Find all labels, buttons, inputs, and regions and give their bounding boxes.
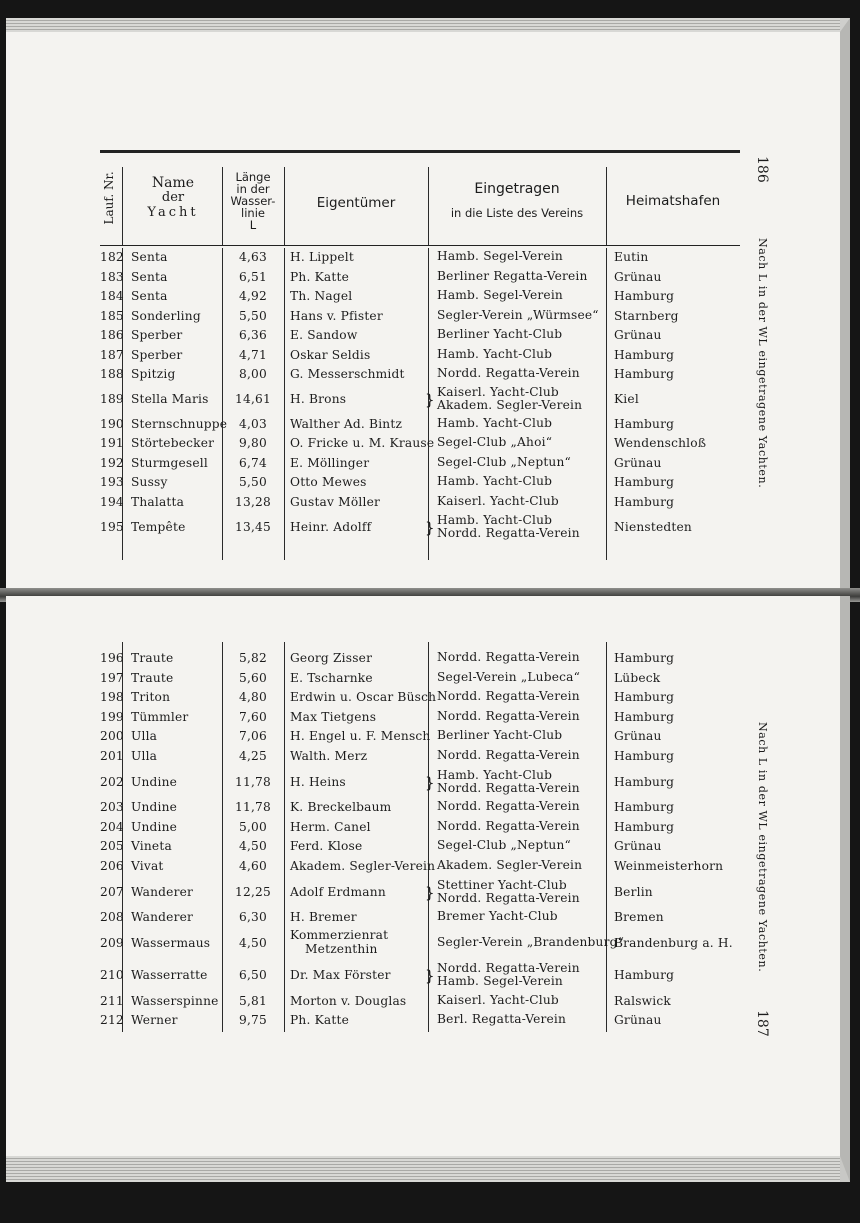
cell-length: 5,60: [239, 670, 267, 685]
cell-registered-club: Kaiserl. Yacht-Club: [437, 385, 559, 399]
cell-registered-club: Kaiserl. Yacht-Club: [437, 992, 559, 1007]
cell-length: 8,00: [239, 367, 267, 382]
cell-registered-club: Segler-Verein „Brandenburg“: [437, 935, 625, 949]
table-row: [100, 649, 740, 669]
cell-home-port: Hamburg: [614, 475, 675, 490]
cell-owner: Herm. Canel: [290, 819, 371, 834]
cell-lauf-nr: 188: [100, 367, 124, 382]
cell-lauf-nr: 208: [100, 910, 124, 925]
cell-lauf-nr: 191: [100, 436, 124, 451]
cell-registered-club: Stettiner Yacht-Club: [437, 877, 567, 892]
cell-registered-club: Nordd. Regatta-Verein: [437, 799, 580, 814]
header-length-l1: Länge: [235, 170, 271, 184]
cell-home-port: Kiel: [614, 392, 639, 406]
cell-yacht-name: Wanderer: [131, 884, 194, 899]
cell-home-port: Starnberg: [614, 308, 679, 323]
brace-mark: }: [425, 883, 435, 902]
table-row: [100, 766, 740, 798]
cell-lauf-nr: 204: [100, 819, 124, 834]
cell-length: 5,81: [239, 993, 267, 1008]
cell-lauf-nr: 190: [100, 416, 124, 431]
cell-registered-club: Nordd. Regatta-Verein: [437, 366, 580, 381]
cell-home-port: Grünau: [614, 839, 662, 854]
table-row: [100, 798, 740, 818]
cell-home-port: Wendenschloß: [614, 436, 707, 451]
cell-home-port: Grünau: [614, 1013, 662, 1028]
cell-lauf-nr: 210: [100, 968, 124, 982]
cell-owner: Erdwin u. Oscar Büsch: [290, 690, 437, 705]
cell-registered-club: Nordd. Regatta-Verein: [437, 689, 580, 704]
cell-length: 11,78: [235, 774, 271, 789]
cell-length: 5,50: [239, 308, 267, 323]
table-row: [100, 876, 740, 908]
cell-yacht-name: Thalatta: [131, 494, 185, 509]
cell-home-port: Hamburg: [614, 748, 675, 763]
cell-registered-club-line2: Nordd. Regatta-Verein: [437, 526, 580, 540]
cell-home-port: Eutin: [614, 250, 649, 265]
table-row: [100, 415, 740, 435]
cell-yacht-name: Vivat: [131, 858, 164, 873]
table-row: [100, 287, 740, 307]
cell-home-port: Hamburg: [614, 416, 675, 431]
cell-lauf-nr: 203: [100, 800, 124, 815]
cell-yacht-name: Senta: [131, 289, 168, 304]
table-row: [100, 708, 740, 728]
cell-length: 13,28: [235, 494, 271, 509]
cell-lauf-nr: 193: [100, 475, 124, 490]
cell-yacht-name: Wasserratte: [131, 968, 208, 982]
cell-lauf-nr: 198: [100, 690, 124, 705]
header-owner: Eigentümer: [316, 195, 396, 211]
cell-length: 4,92: [239, 289, 267, 304]
brace-mark: }: [425, 391, 435, 409]
cell-owner: Hans v. Pfister: [290, 308, 383, 323]
cell-length: 5,50: [239, 475, 267, 490]
cell-yacht-name: Triton: [131, 690, 171, 705]
cell-registered-club: Nordd. Regatta-Verein: [437, 708, 580, 723]
cell-lauf-nr: 207: [100, 884, 124, 899]
cell-owner: Walther Ad. Bintz: [290, 416, 403, 431]
table-row: [100, 346, 740, 366]
cell-registered-club: Hamb. Segel-Verein: [437, 249, 563, 264]
cell-lauf-nr: 187: [100, 347, 124, 362]
cell-registered-club: Berliner Yacht-Club: [437, 327, 563, 342]
cell-registered-club: Hamb. Yacht-Club: [437, 346, 553, 361]
cell-home-port: Hamburg: [614, 494, 675, 509]
cell-yacht-name: Stella Maris: [131, 392, 209, 406]
table-row: [100, 747, 740, 767]
table-row: [100, 248, 740, 268]
cell-owner: Adolf Erdmann: [290, 884, 386, 899]
cell-owner: Oskar Seldis: [290, 347, 371, 362]
cell-registered-club: Nordd. Regatta-Verein: [437, 818, 580, 833]
cell-owner: Dr. Max Förster: [290, 968, 391, 982]
cell-length: 6,50: [239, 968, 267, 982]
cell-length: 7,60: [239, 709, 267, 724]
cell-lauf-nr: 205: [100, 839, 124, 854]
running-head-bottom: Nach L in der WL eingetragene Yachten.: [756, 722, 769, 973]
cell-length: 6,51: [239, 269, 267, 284]
header-name: [128, 175, 218, 221]
cell-yacht-name: Senta: [131, 250, 168, 265]
cell-owner: E. Tscharnke: [290, 670, 373, 685]
cell-owner: Max Tietgens: [290, 709, 377, 724]
cell-yacht-name: Wanderer: [131, 910, 194, 925]
page-edge-top: [6, 18, 840, 32]
cell-length: 4,63: [239, 250, 267, 265]
cell-yacht-name: Senta: [131, 269, 168, 284]
cell-yacht-name: Undine: [131, 774, 178, 789]
cell-length: 4,60: [239, 858, 267, 873]
cell-owner: H. Heins: [290, 774, 346, 789]
cell-home-port: Hamburg: [614, 651, 675, 666]
cell-owner: Ferd. Klose: [290, 839, 363, 854]
yacht-table-top: [100, 248, 740, 560]
cell-length: 5,00: [239, 819, 267, 834]
cell-home-port: Brandenburg a. H.: [614, 936, 733, 950]
cell-lauf-nr: 189: [100, 392, 124, 406]
cell-registered-club: Hamb. Yacht-Club: [437, 767, 553, 782]
cell-yacht-name: Wasserspinne: [131, 993, 219, 1008]
cell-length: 9,80: [239, 436, 267, 451]
table-row: [100, 992, 740, 1012]
cell-yacht-name: Ulla: [131, 729, 158, 744]
table-row: [100, 434, 740, 454]
cell-home-port: Hamburg: [614, 289, 675, 304]
header-name-line2: der: [161, 190, 185, 206]
cell-owner: Ph. Katte: [290, 269, 349, 284]
cell-lauf-nr: 206: [100, 858, 124, 873]
table-row: [100, 385, 740, 415]
cell-owner: H. Lippelt: [290, 250, 354, 265]
cell-registered-club-line2: Akadem. Segler-Verein: [437, 398, 583, 412]
running-head-top: Nach L in der WL eingetragene Yachten.: [756, 238, 769, 489]
table-row: [100, 365, 740, 385]
cell-registered-club: Segel-Club „Neptun“: [437, 838, 571, 853]
cell-registered-club: Segel-Club „Ahoi“: [437, 435, 553, 450]
cell-length: 13,45: [235, 520, 271, 534]
brace-mark: }: [425, 519, 435, 537]
cell-home-port: Nienstedten: [614, 520, 692, 534]
cell-yacht-name: Spitzig: [131, 367, 176, 382]
cell-home-port: Hamburg: [614, 800, 675, 815]
table-row: [100, 493, 740, 513]
cell-owner: H. Brons: [290, 392, 347, 406]
cell-home-port: Ralswick: [614, 993, 672, 1008]
cell-owner: Gustav Möller: [290, 494, 381, 509]
table-row: [100, 818, 740, 838]
cell-registered-club: Bremer Yacht-Club: [437, 909, 558, 924]
header-length-l3: Wasser-: [230, 194, 276, 209]
cell-registered-club: Hamb. Yacht-Club: [437, 415, 553, 430]
table-row: [100, 268, 740, 288]
cell-yacht-name: Undine: [131, 800, 178, 815]
cell-length: 5,82: [239, 651, 267, 666]
cell-lauf-nr: 182: [100, 250, 124, 265]
cell-registered-club: Berliner Regatta-Verein: [437, 268, 588, 283]
cell-length: 6,30: [239, 910, 267, 925]
cell-lauf-nr: 200: [100, 729, 124, 744]
cell-yacht-name: Sperber: [131, 328, 183, 343]
cell-owner: Heinr. Adolff: [290, 520, 372, 534]
cell-owner: G. Messerschmidt: [290, 367, 405, 382]
cell-length: 12,25: [235, 884, 271, 899]
cell-length: 9,75: [239, 1013, 267, 1028]
table-row: [100, 857, 740, 877]
table-row: [100, 1011, 740, 1031]
cell-lauf-nr: 184: [100, 289, 124, 304]
table-row: [100, 727, 740, 747]
cell-yacht-name: Tempête: [131, 520, 186, 534]
header-registered-l1: Eingetragen: [474, 181, 560, 197]
page-number-top: 186: [754, 156, 770, 183]
header-length: [222, 171, 284, 231]
table-row: [100, 837, 740, 857]
cell-home-port: Grünau: [614, 269, 662, 284]
cell-lauf-nr: 202: [100, 774, 124, 789]
cell-lauf-nr: 186: [100, 328, 124, 343]
cell-owner: Th. Nagel: [290, 289, 353, 304]
cell-lauf-nr: 211: [100, 993, 124, 1008]
cell-yacht-name: Vineta: [131, 839, 172, 854]
cell-home-port: Hamburg: [614, 819, 675, 834]
cell-lauf-nr: 195: [100, 520, 124, 534]
cell-owner: E. Sandow: [290, 328, 358, 343]
header-name-line1: Name: [151, 175, 195, 191]
cell-registered-club: Hamb. Segel-Verein: [437, 288, 563, 303]
brace-mark: }: [425, 773, 435, 792]
cell-length: 6,36: [239, 328, 267, 343]
cell-lauf-nr: 212: [100, 1013, 124, 1028]
table-row: [100, 473, 740, 493]
cell-registered-club: Segel-Verein „Lubeca“: [437, 669, 581, 684]
cell-home-port: Grünau: [614, 455, 662, 470]
cell-length: 4,25: [239, 748, 267, 763]
cell-yacht-name: Sussy: [131, 475, 168, 490]
header-length-l2: in der: [236, 182, 270, 197]
cell-length: 4,50: [239, 936, 267, 950]
table-row: [100, 669, 740, 689]
cell-registered-club: Berl. Regatta-Verein: [437, 1012, 567, 1027]
cell-owner: Akadem. Segler-Verein: [290, 858, 436, 873]
header-length-l5: L: [249, 218, 257, 233]
table-row: [100, 512, 740, 543]
cell-registered-club: Nordd. Regatta-Verein: [437, 650, 580, 665]
cell-yacht-name: Wassermaus: [131, 936, 211, 950]
cell-registered-club-line2: Nordd. Regatta-Verein: [437, 890, 580, 905]
cell-owner: Morton v. Douglas: [290, 993, 407, 1008]
cell-lauf-nr: 196: [100, 651, 124, 666]
cell-yacht-name: Störtebecker: [131, 436, 215, 451]
cell-lauf-nr: 201: [100, 748, 124, 763]
cell-yacht-name: Undine: [131, 819, 178, 834]
cell-home-port: Bremen: [614, 910, 664, 925]
cell-owner: Walth. Merz: [290, 748, 368, 763]
cell-yacht-name: Ulla: [131, 748, 158, 763]
cell-owner-line2: Metzenthin: [305, 942, 378, 956]
cell-owner: Georg Zisser: [290, 651, 373, 666]
brace-mark: }: [425, 967, 435, 985]
cell-home-port: Hamburg: [614, 690, 675, 705]
cell-registered-club: Segler-Verein „Würmsee“: [437, 307, 599, 322]
table-row: [100, 928, 740, 960]
cell-length: 4,03: [239, 416, 267, 431]
cell-home-port: Hamburg: [614, 367, 675, 382]
cell-registered-club: Hamb. Yacht-Club: [437, 513, 553, 527]
cell-yacht-name: Tümmler: [131, 709, 189, 724]
cell-yacht-name: Werner: [131, 1013, 178, 1028]
cell-yacht-name: Sturmgesell: [131, 455, 208, 470]
cell-yacht-name: Traute: [131, 651, 174, 666]
table-header: [100, 150, 740, 246]
table-row: [100, 960, 740, 992]
cell-home-port: Lübeck: [614, 670, 661, 685]
cell-owner: H. Engel u. F. Mensch: [290, 729, 431, 744]
cell-owner: Ph. Katte: [290, 1013, 349, 1028]
header-length-l4: linie: [241, 206, 265, 221]
cell-home-port: Hamburg: [614, 709, 675, 724]
cell-home-port: Hamburg: [614, 968, 675, 982]
cell-registered-club-line2: Hamb. Segel-Verein: [437, 974, 563, 988]
cell-lauf-nr: 194: [100, 494, 124, 509]
header-registered-l2: in die Liste des Vereins: [450, 206, 584, 221]
cell-home-port: Grünau: [614, 729, 662, 744]
header-lauf-nr: Lauf. Nr.: [102, 171, 117, 225]
cell-length: 6,74: [239, 455, 267, 470]
page-number-bottom: 187: [754, 1010, 770, 1037]
header-home-port: Heimatshafen: [625, 193, 721, 209]
cell-owner: Kommerzienrat: [290, 928, 389, 942]
table-row: [100, 454, 740, 474]
table-row: [100, 908, 740, 928]
cell-length: 4,80: [239, 690, 267, 705]
cell-home-port: Berlin: [614, 884, 653, 899]
cell-registered-club: Berliner Yacht-Club: [437, 728, 563, 743]
cell-home-port: Hamburg: [614, 774, 675, 789]
cell-home-port: Grünau: [614, 328, 662, 343]
cell-yacht-name: Sonderling: [131, 308, 201, 323]
page-edge-bottom: [6, 1156, 840, 1182]
table-row: [100, 307, 740, 327]
cell-registered-club: Nordd. Regatta-Verein: [437, 747, 580, 762]
cell-owner: Otto Mewes: [290, 475, 367, 490]
cell-owner: H. Bremer: [290, 910, 357, 925]
cell-registered-club: Nordd. Regatta-Verein: [437, 961, 580, 975]
cell-length: 11,78: [235, 800, 271, 815]
cell-home-port: Hamburg: [614, 347, 675, 362]
cell-lauf-nr: 197: [100, 670, 124, 685]
header-name-line3: Yacht: [147, 205, 199, 221]
cell-yacht-name: Sperber: [131, 347, 183, 362]
table-row: [100, 688, 740, 708]
cell-lauf-nr: 209: [100, 936, 124, 950]
cell-registered-club: Akadem. Segler-Verein: [437, 857, 583, 872]
cell-length: 7,06: [239, 729, 267, 744]
cell-length: 4,50: [239, 839, 267, 854]
cell-registered-club-line2: Nordd. Regatta-Verein: [437, 780, 580, 795]
cell-yacht-name: Sternschnuppe: [131, 416, 228, 431]
cell-yacht-name: Traute: [131, 670, 174, 685]
yacht-table-bottom: [100, 642, 740, 1032]
cell-registered-club: Hamb. Yacht-Club: [437, 474, 553, 489]
cell-home-port: Weinmeisterhorn: [614, 858, 724, 873]
cell-length: 4,71: [239, 347, 267, 362]
cell-lauf-nr: 192: [100, 455, 124, 470]
cell-length: 14,61: [235, 392, 271, 406]
cell-owner: K. Breckelbaum: [290, 800, 392, 815]
cell-lauf-nr: 185: [100, 308, 124, 323]
cell-lauf-nr: 183: [100, 269, 124, 284]
cell-lauf-nr: 199: [100, 709, 124, 724]
cell-registered-club: Kaiserl. Yacht-Club: [437, 493, 559, 508]
table-row: [100, 326, 740, 346]
cell-owner: O. Fricke u. M. Krause: [290, 436, 435, 451]
header-registered: [428, 181, 606, 220]
cell-registered-club: Segel-Club „Neptun“: [437, 454, 571, 469]
cell-owner: E. Möllinger: [290, 455, 370, 470]
